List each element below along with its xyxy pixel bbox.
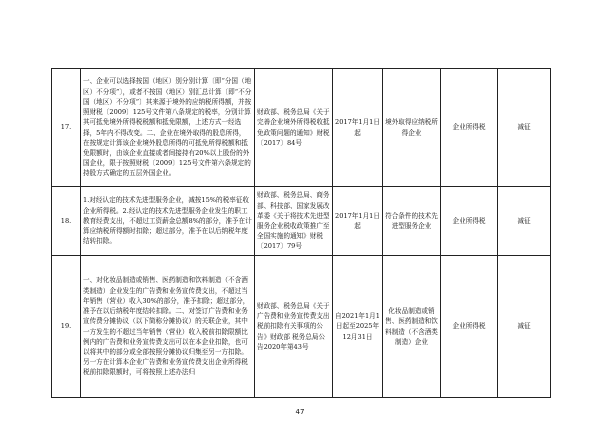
table-row bbox=[52, 187, 551, 256]
tax-type: 企业所得税 bbox=[441, 187, 498, 256]
relief-type: 减征 bbox=[498, 69, 551, 187]
row-number: 18. bbox=[52, 187, 81, 256]
tax-type: 企业所得税 bbox=[441, 69, 498, 187]
effective-date: 2017年1月1日起 bbox=[333, 187, 383, 256]
effective-date: 2017年1月1日起 bbox=[333, 69, 383, 187]
row-number: 17. bbox=[52, 69, 81, 187]
page-number: 47 bbox=[295, 408, 305, 416]
policy-document: 财政部、税务总局《关于广告费和业务宣传费支出税前扣除有关事项的公告》财政部 税务总局公告2020年第43号 bbox=[255, 256, 333, 398]
policy-document: 财政部、税务总局、商务部、科技部、国家发展改革委《关于将技术先进型服务企业税收政策推广至全国实施的通知》财税〔2017〕79号 bbox=[255, 187, 333, 256]
policy-content: 1.对经认定的技术先进型服务企业，减按15%的税率征收企业所得税。2.经认定的技术先进型服务企业发生的职工教育经费支出，不超过工资薪金总额8%的部分，准予在计算应纳税所得额时扣除；超过部分，准予在以后纳税年度结转扣除。 bbox=[81, 187, 255, 256]
table-row bbox=[52, 69, 551, 187]
applicable-target: 境外取得应纳税所得企业 bbox=[383, 69, 441, 187]
policy-content: 一、企业可以选择按国（地区）别分别计算〔即“分国（地区）不分项”〕，或者不按国（地区）别汇总计算〔即“不分国（地区）不分项”〕其来源于境外的应纳税所得额，并按照财税〔2009〕125号文件第八条规定的税率，分别计算其可抵免境外所得税税额和抵免限额，上述方式一经选择，5年内不得改变。二、企业在境外取得的股息所得，在按规定计算该企业境外股息所得的可抵免所得税额和抵免限额时，由该企业直接或者间接持有20%以上股份的外国企业，限于按照财税〔2009〕125号文件第六条规定的持股方式确定的五层外国企业。 bbox=[81, 69, 255, 187]
policy-table bbox=[51, 68, 551, 398]
effective-date: 自2021年1月1日起至2025年12月31日 bbox=[333, 256, 383, 398]
row-number: 19. bbox=[52, 256, 81, 398]
applicable-target: 化妆品制造或销售、医药制造和饮料制造（不含酒类制造）企业 bbox=[383, 256, 441, 398]
policy-content: 一、对化妆品制造或销售、医药制造和饮料制造（不含酒类制造）企业发生的广告费和业务宣传费支出，不超过当年销售（营业）收入30%的部分，准予扣除；超过部分，准予在以后纳税年度结转扣除。二、对签订广告费和业务宣传费分摊协议（以下简称分摊协议）的关联企业，其中一方发生的不超过当年销售（营业）收入税前扣除限额比例内的广告费和业务宣传费支出可以在本企业扣除，也可以将其中的部分或全部按照分摊协议归集至另一方扣除。另一方在计算本企业广告费和业务宣传费支出企业所得税税前扣除限额时，可将按照上述办法归 bbox=[81, 256, 255, 398]
relief-type: 减征 bbox=[498, 256, 551, 398]
table-row bbox=[52, 256, 551, 398]
relief-type: 减征 bbox=[498, 187, 551, 256]
policy-document: 财政部、税务总局《关于完善企业境外所得税收抵免政策问题的通知》财税〔2017〕84号 bbox=[255, 69, 333, 187]
applicable-target: 符合条件的技术先进型服务企业 bbox=[383, 187, 441, 256]
tax-type: 企业所得税 bbox=[441, 256, 498, 398]
